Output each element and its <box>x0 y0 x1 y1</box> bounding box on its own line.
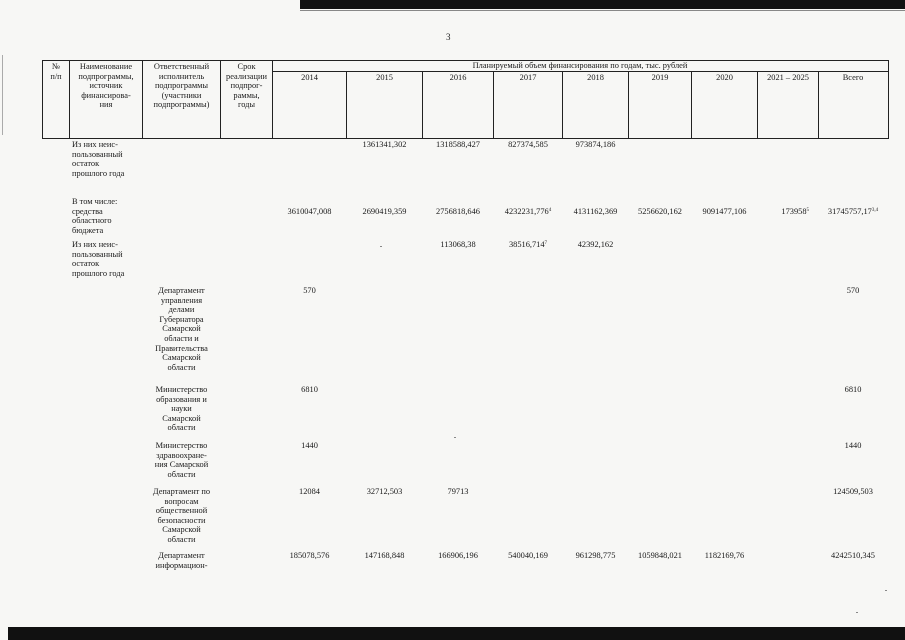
scan-top-line <box>300 10 905 11</box>
value-2014: 6810 <box>301 385 318 394</box>
header-year-2016: 2016 <box>449 73 467 82</box>
header-name: Наименование подпрограммы, источник финансирова- ния <box>78 62 134 110</box>
value-2014: 570 <box>303 286 316 295</box>
header-year-2020: 2020 <box>716 73 733 82</box>
value-2018: 4131162,369 <box>573 207 618 216</box>
value-2018: 961298,775 <box>575 551 616 560</box>
scan-speck <box>856 612 858 613</box>
value-2016: 166906,196 <box>438 551 478 560</box>
value-2014: 12084 <box>299 487 320 496</box>
row-responsible: Департамент по вопросам общественной безопасности Самарской области <box>152 487 211 544</box>
value-2016: 2756818,646 <box>436 207 480 216</box>
row-name: В том числе: средства областного бюджета <box>72 197 118 235</box>
scan-speck <box>454 437 456 438</box>
row-responsible: Департамент информацион- <box>155 551 208 570</box>
header-funding-title: Планируемый объем финансирования по годам, тыс. рублей <box>472 61 688 70</box>
value-2016: 1318588,427 <box>436 140 480 149</box>
header-total: Всего <box>842 73 864 82</box>
value-2018: 973874,186 <box>575 140 616 149</box>
value-2019: 1059848,021 <box>638 551 682 560</box>
value-2014: 3610047,008 <box>287 207 332 216</box>
scan-speck <box>380 246 382 247</box>
value-2015: 147168,848 <box>364 551 405 560</box>
value-2017: 540040,169 <box>508 551 548 560</box>
value-2019: 5256620,162 <box>638 207 682 216</box>
header-year-2019: 2019 <box>651 73 669 82</box>
value-2014: 185078,576 <box>289 551 330 560</box>
value-total: 4242510,345 <box>831 551 875 560</box>
header-year-2021-2025: 2021 – 2025 <box>767 73 809 82</box>
scan-bottom-bar <box>8 627 905 640</box>
header-term: Срок реализации подпрог- раммы, годы <box>226 62 267 110</box>
value-total: 1440 <box>844 441 862 450</box>
value-2015: 1361341,302 <box>362 140 407 149</box>
row-name: Из них неис- пользованный остаток прошлого года <box>72 140 125 178</box>
header-year-2015: 2015 <box>376 73 393 82</box>
value-total: 31745757,17$^{3,4}$ <box>827 207 879 216</box>
value-total: 6810 <box>844 385 862 394</box>
header-number: № п/п <box>50 62 62 81</box>
header-responsible: Ответственный исполнитель подпрограммы (участники подпрограммы) <box>153 62 210 110</box>
value-2020: 9091477,106 <box>702 207 747 216</box>
value-2016: 79713 <box>447 487 469 496</box>
value-2021-2025: 173958$^5$ <box>781 207 809 216</box>
value-2014: 1440 <box>301 441 318 450</box>
value-2017: 4232231,776$^4$ <box>504 207 552 216</box>
value-total: 570 <box>846 286 860 295</box>
header-year-2014: 2014 <box>301 73 318 82</box>
value-total: 124509,503 <box>833 487 873 496</box>
scan-top-bar <box>300 0 905 9</box>
scan-left-edge <box>2 55 3 135</box>
scan-speck <box>885 590 887 591</box>
value-2017: 827374,585 <box>508 140 548 149</box>
row-responsible: Департамент управления делами Губернатора Самарской области и Правительства Самарской области <box>155 286 208 372</box>
value-2018: 42392,162 <box>577 240 614 249</box>
header-year-2017: 2017 <box>519 73 537 82</box>
row-responsible: Министерство здравоохране- ния Самарской области <box>154 441 209 479</box>
value-2020: 1182169,76 <box>704 551 745 560</box>
value-2015: 2690419,359 <box>362 207 407 216</box>
value-2015: 32712,503 <box>366 487 403 496</box>
row-responsible: Министерство образования и науки Самарской области <box>155 385 208 433</box>
row-name: Из них неис- пользованный остаток прошлого года <box>72 240 125 278</box>
page-number: 3 <box>446 32 451 42</box>
value-2017: 38516,714$^7$ <box>508 240 548 249</box>
header-year-2018: 2018 <box>587 73 604 82</box>
value-2016: 113068,38 <box>440 240 476 249</box>
